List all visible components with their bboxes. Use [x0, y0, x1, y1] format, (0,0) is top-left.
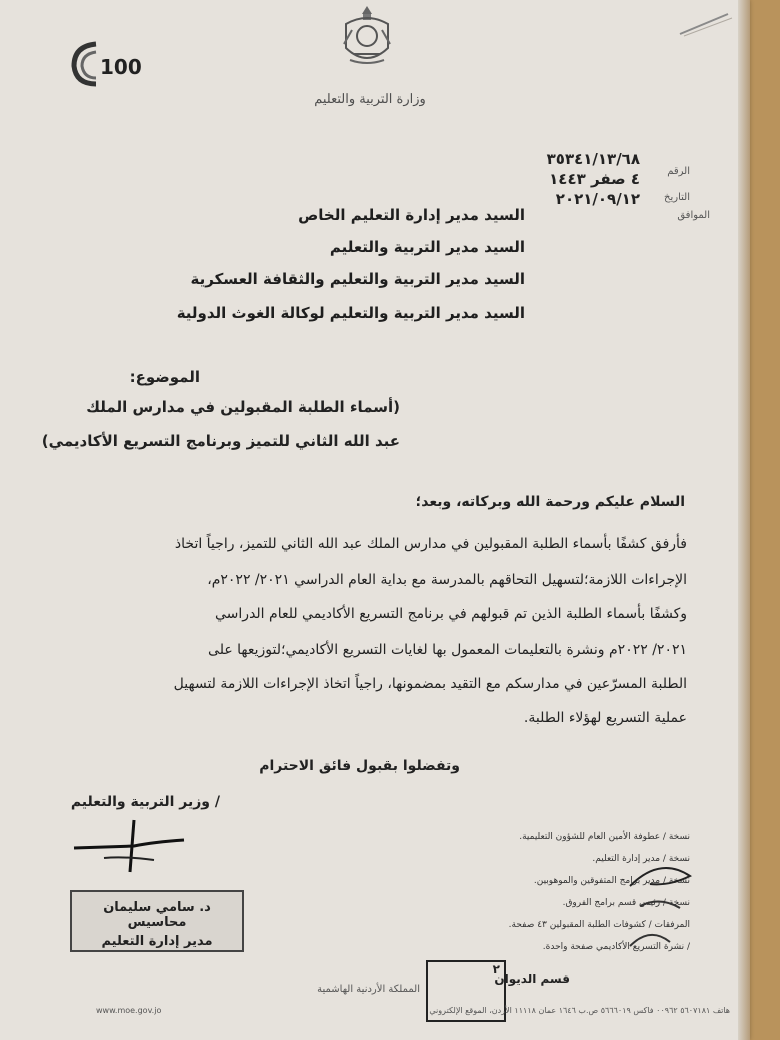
diwan-label: قسم الديوان — [494, 972, 570, 986]
subject-line-1: (أسماء الطلبة المقبولين في مدارس الملك — [86, 398, 400, 416]
body-line-2: الإجراءات اللازمة؛لتسهيل التحاقهم بالمدرسة مع بداية العام الدراسي ٢٠٢١/ ٢٠٢٢م، — [207, 572, 687, 588]
cc-line-5: المرفقات / كشوفات الطلبة المقبولين ٤٣ صفحة. — [508, 920, 690, 930]
date-value: ٢٠٢١/٠٩/١٢ — [555, 190, 640, 208]
initials-scribble-icon — [620, 846, 720, 956]
cc-line-4: نسخة / رئيس قسم برامج الفروق. — [562, 898, 690, 908]
hijri-date: ٤ صفر ١٤٤٣ — [549, 170, 640, 188]
number-value: ٣٥٣٤١/١٣/٦٨ — [546, 150, 640, 168]
addressee-4: السيد مدير التربية والتعليم لوكالة الغوث الدولية — [176, 304, 525, 322]
cc-line-2: نسخة / مدير إدارة التعليم. — [592, 854, 690, 864]
body-line-6: عملية التسريع لهؤلاء الطلبة. — [523, 710, 687, 726]
centennial-logo-icon — [66, 36, 142, 88]
body-line-3: وكشفًا بأسماء الطلبة الذين تم قبولهم في برنامج التسريع الأكاديمي للعام الدراسي — [215, 606, 687, 622]
stamp-title: مدير إدارة التعليم — [101, 934, 213, 949]
page-number: ٢ — [492, 962, 500, 976]
number-label: الرقم — [667, 166, 690, 177]
addressee-3: السيد مدير التربية والتعليم والثقافة العسكرية — [190, 270, 525, 288]
footer-contact: هاتف ٥٦٠٧١٨١ ٠٠٩٦٢ فاكس ٥٦٦٦٠١٩ ص.ب ١٦٤٦ عمان ١١١١٨ الأردن، الموقع الإلكتروني — [429, 1006, 730, 1015]
subject-line-2: عبد الله الثاني للتميز وبرنامج التسريع الأكاديمي) — [41, 432, 400, 450]
page-edge — [738, 0, 750, 1040]
signature-title: / وزير التربية والتعليم — [70, 794, 220, 810]
footer-kingdom: المملكة الأردنية الهاشمية — [317, 984, 420, 995]
corresponding-label: الموافق — [677, 210, 710, 221]
logo-100-text: 100 — [100, 55, 142, 79]
stamp-name: د. سامي سليمان محاسيس — [103, 900, 211, 930]
date-label: التاريخ — [664, 192, 690, 203]
closing: وتفضلوا بقبول فائق الاحترام — [259, 758, 460, 774]
cc-line-1: نسخة / عطوفة الأمين العام للشؤون التعليمية. — [519, 832, 690, 842]
footer-website: www.moe.gov.jo — [96, 1006, 162, 1015]
greeting: السلام عليكم ورحمة الله وبركاته، وبعد؛ — [415, 494, 685, 510]
cc-line-3: نسخة / مدير برامج المتفوقين والموهوبين. — [533, 876, 690, 886]
body-line-1: فأرفق كشفًا بأسماء الطلبة المقبولين في مدارس الملك عبد الله الثاني للتميز، راجياً اتخاذ — [174, 536, 687, 552]
official-stamp — [70, 890, 244, 952]
addressee-1: السيد مدير إدارة التعليم الخاص — [298, 206, 525, 224]
body-line-5: الطلبة المسرّعين في مدارسكم مع التقيد بمضمونها، راجياً اتخاذ الإجراءات اللازمة لتسهيل — [173, 676, 687, 692]
ministry-name: وزارة التربية والتعليم — [314, 92, 426, 107]
cc-line-6: / نشرة التسريع الأكاديمي صفحة واحدة. — [542, 942, 690, 952]
handwritten-signature-icon — [64, 812, 194, 882]
page-fold-mark — [678, 12, 734, 38]
body-line-4: ٢٠٢١/ ٢٠٢٢م ونشرة بالتعليمات المعمول بها لغايات التسريع الأكاديمي؛لتوزيعها على — [208, 642, 687, 658]
addressee-2: السيد مدير التربية والتعليم — [329, 238, 525, 256]
jordan-crest-icon — [336, 4, 398, 70]
subject-label: الموضوع: — [129, 368, 200, 386]
